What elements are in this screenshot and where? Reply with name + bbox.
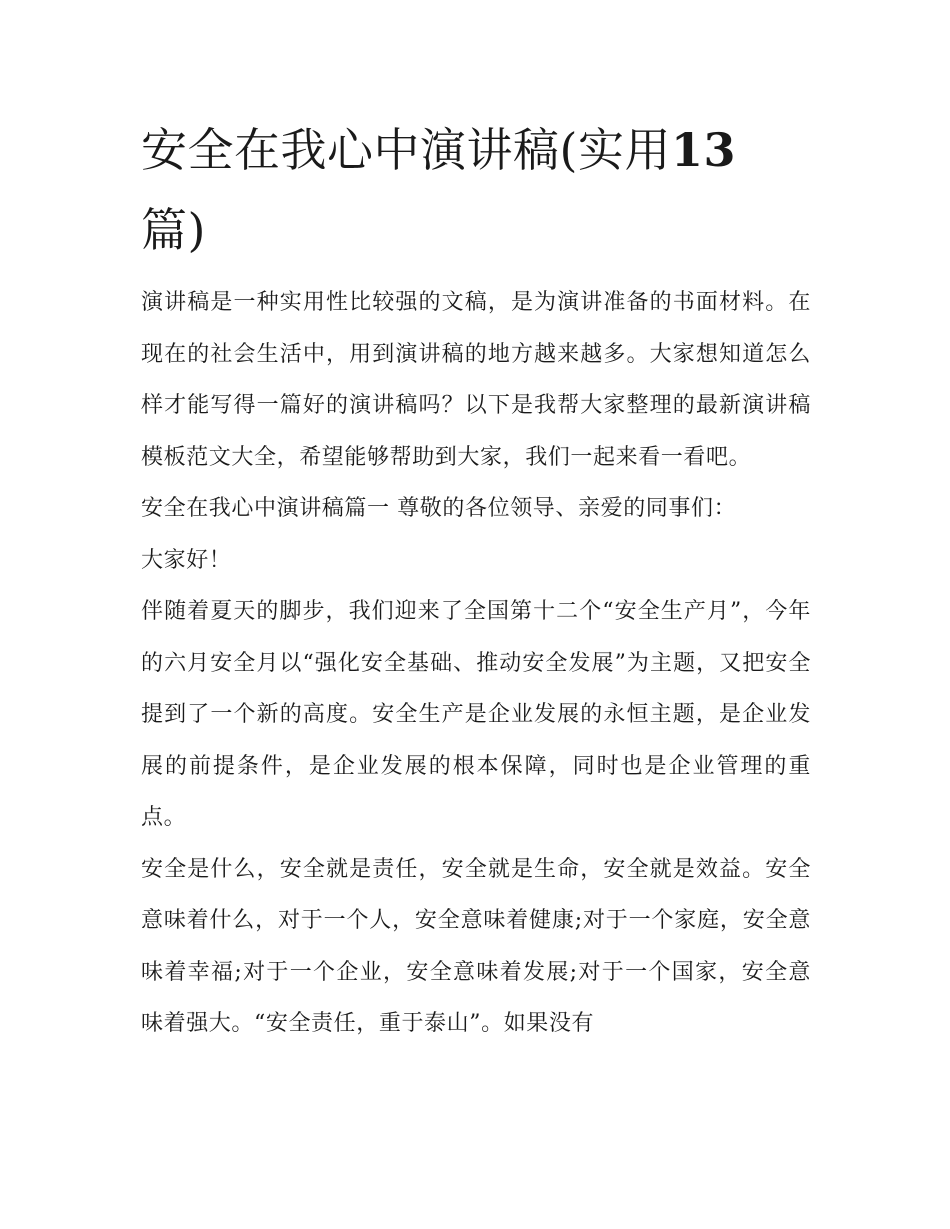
greeting-paragraph: 大家好！ xyxy=(141,547,232,573)
body-paragraph: 安全是什么，安全就是责任，安全就是生命，安全就是效益。安全意味着什么，对于一个人，安全意味着健康;对于一个家庭，安全意味着幸福;对于一个企业，安全意味着发展;对于一个国家，安全意味着强大。“安全责任，重于泰山”。如果没有 xyxy=(141,856,811,1036)
document-title xyxy=(141,110,821,270)
intro-paragraph: 演讲稿是一种实用性比较强的文稿，是为演讲准备的书面材料。在现在的社会生活中，用到演讲稿的地方越来越多。大家想知道怎么样才能写得一篇好的演讲稿吗？以下是我帮大家整理的最新演讲稿模板范文大全，希望能够帮助到大家，我们一起来看一看吧。 xyxy=(141,290,811,470)
document-body xyxy=(141,277,811,1050)
title-number: 13 xyxy=(670,123,736,177)
section-heading-paragraph: 安全在我心中演讲稿篇一 尊敬的各位领导、亲爱的同事们： xyxy=(141,496,737,521)
title-main-text: 安全在我心中演讲稿(实用 xyxy=(141,123,671,177)
title-end-text: 篇) xyxy=(141,203,206,257)
body-paragraph: 伴随着夏天的脚步，我们迎来了全国第十二个“安全生产月”，今年的六月安全月以“强化安全基础、推动安全发展”为主题，又把安全提到了一个新的高度。安全生产是企业发展的永恒主题，是企业发展的前提条件，是企业发展的根本保障，同时也是企业管理的重点。 xyxy=(141,599,811,830)
